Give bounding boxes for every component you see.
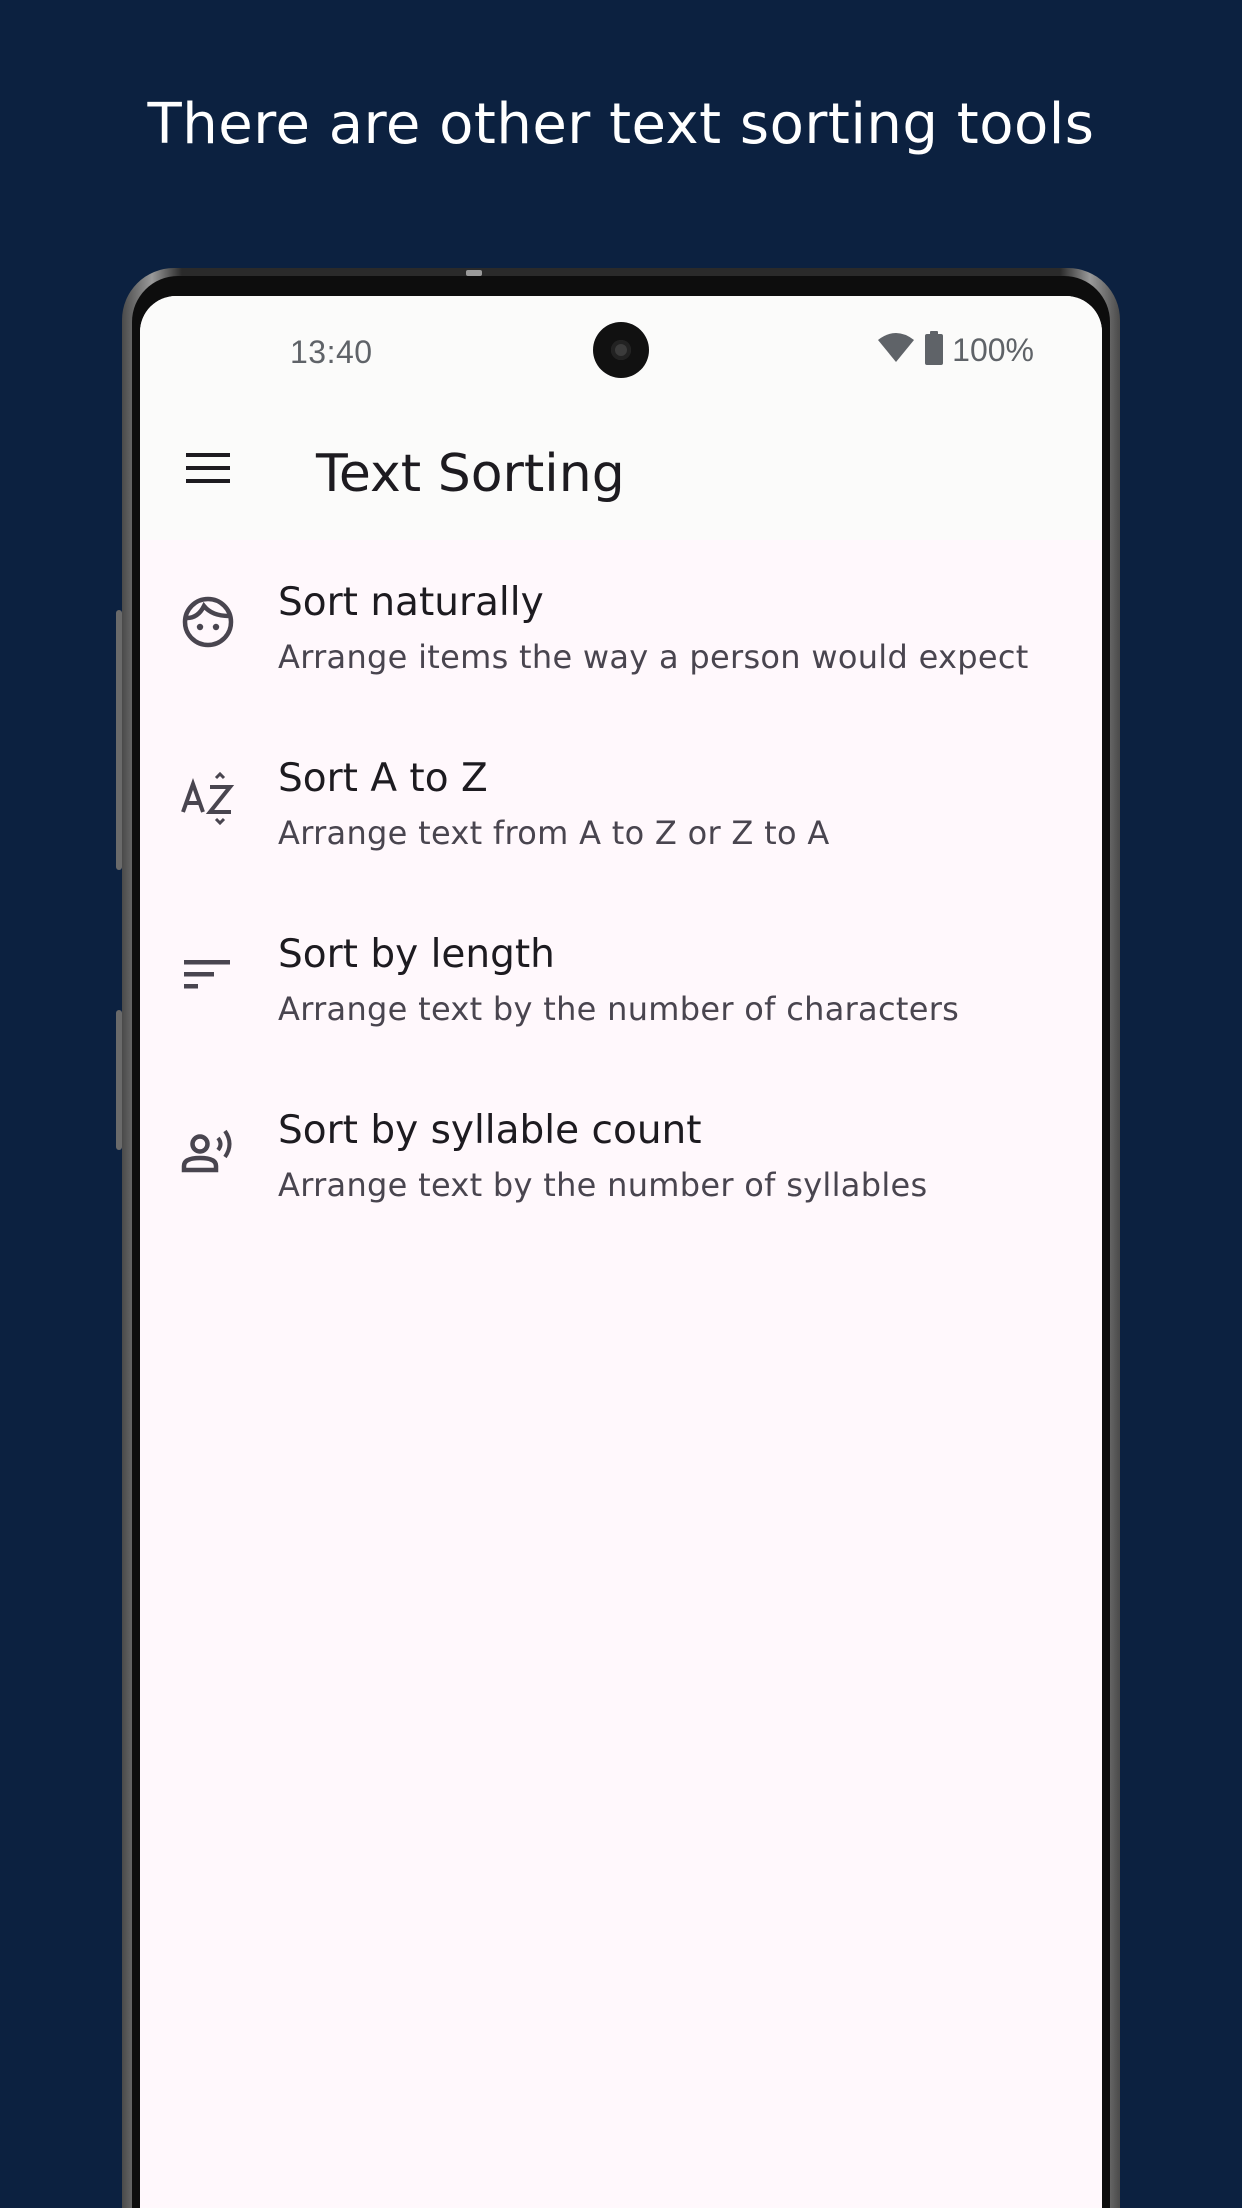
battery-icon — [924, 331, 944, 369]
phone-screen — [140, 296, 1102, 2208]
item-subtitle: Arrange text by the number of syllables — [278, 1166, 928, 1204]
item-subtitle: Arrange items the way a person would expect — [278, 638, 1029, 676]
list-item-sort-a-to-z[interactable] — [140, 716, 1102, 892]
top-app-bar — [140, 406, 1102, 540]
status-bar — [140, 296, 1102, 406]
menu-button[interactable] — [176, 438, 240, 502]
list-item-sort-by-length[interactable] — [140, 892, 1102, 1068]
phone-top-slit — [466, 270, 482, 276]
list-item-sort-by-syllable-count[interactable] — [140, 1068, 1102, 1244]
item-subtitle: Arrange text by the number of characters — [278, 990, 960, 1028]
item-title: Sort by length — [278, 932, 555, 977]
wifi-icon — [876, 332, 916, 368]
list-item-sort-naturally[interactable] — [140, 540, 1102, 716]
item-title: Sort by syllable count — [278, 1108, 702, 1153]
app-title: Text Sorting — [316, 444, 625, 504]
phone-power-button — [116, 1010, 122, 1150]
menu-icon — [184, 450, 232, 490]
record-voice-icon — [176, 1118, 240, 1182]
sort-az-icon — [176, 766, 240, 830]
item-title: Sort naturally — [278, 580, 544, 625]
status-icons — [876, 330, 1034, 370]
item-title: Sort A to Z — [278, 756, 488, 801]
status-time: 13:40 — [290, 334, 373, 370]
battery-percentage: 100% — [952, 331, 1034, 368]
front-camera — [593, 322, 649, 378]
phone-volume-button — [116, 610, 122, 870]
item-subtitle: Arrange text from A to Z or Z to A — [278, 814, 830, 852]
sort-tools-list — [140, 540, 1102, 1244]
face-icon — [176, 590, 240, 654]
sort-length-icon — [176, 942, 240, 1006]
promo-headline: There are other text sorting tools — [147, 92, 1095, 157]
